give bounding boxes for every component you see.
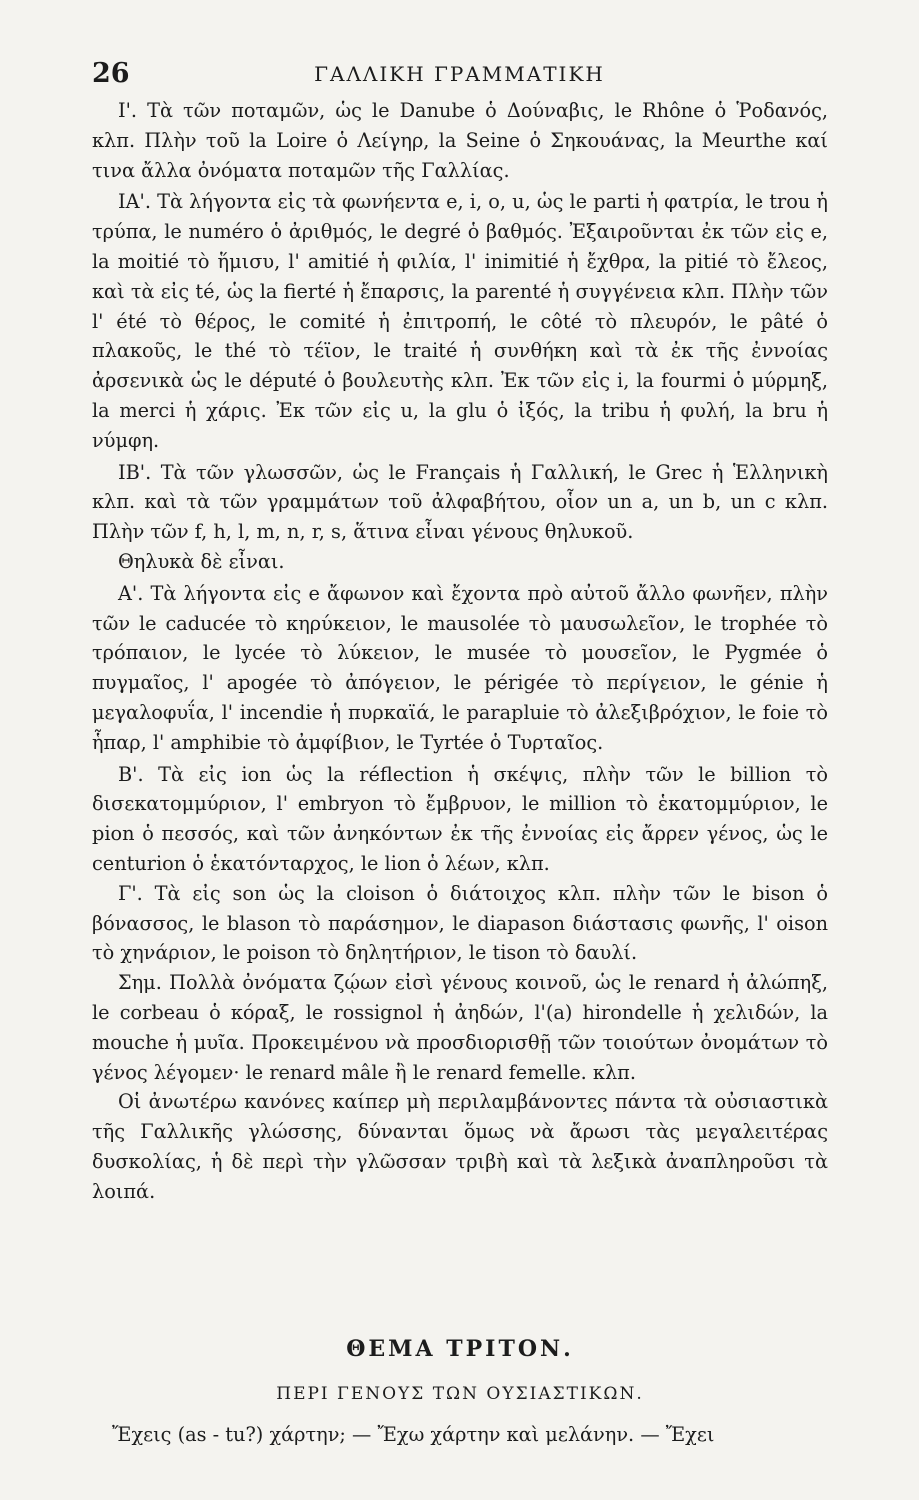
page-header [92, 58, 827, 98]
paragraph-vowel-endings: ΙΑ'. Τὰ λήγοντα εἰς τὰ φωνήεντα e, i, o, u, ὡς le parti ἡ φατρία, le trou ἡ τρύπα, le numéro ὁ ἀριθμός, le degré ὁ βαθμός. Ἐξαιροῦνται ἐκ τῶν εἰς e, la moitié τὸ ἥμισυ, l' amitié ἡ φιλία, l' inimitié ἡ ἔχθρα, la pitié τὸ ἔλεος, καὶ τὰ εἰς té, ὡς la fierté ἡ ἔπαρσις, la parenté ἡ συγγένεια κλπ. Πλὴν τῶν l' été τὸ θέρος, le comité ἡ ἐπιτροπή, le côté τὸ πλευρόν, le pâté ὁ πλακοῦς, le thé τὸ τέϊον, le traité ἡ συνθήκη καὶ τὰ ἐκ τῆς ἐννοίας ἀρσενικὰ ὡς le député ὁ βουλευτὴς κλπ. Ἐκ τῶν εἰς i, la fourmi ὁ μύρμηξ, la merci ἡ χάρις. Ἐκ τῶν εἰς u, la glu ὁ ἰξός, la tribu ἡ φυλή, la bru ἡ νύμφη. [92, 190, 828, 452]
paragraph-conclusion: Οἱ ἀνωτέρω κανόνες καίπερ μὴ περιλαμβάνοντες πάντα τὰ οὐσιαστικὰ τῆς Γαλλικῆς γλώσσης, δύνανται ὅμως νὰ ἄρωσι τὰς μεγαλειτέρας δυσκολίας, ἡ δὲ περὶ τὴν γλῶσσαν τριβὴ καὶ τὰ λεξικὰ ἀναπληροῦσι τὰ λοιπά. [92, 1090, 828, 1203]
body-text [92, 96, 828, 1206]
paragraph-rule-gamma: Γ'. Τὰ εἰς son ὡς la cloison ὁ διάτοιχος κλπ. πλὴν τῶν le bison ὁ βόνασσος, le blason τὸ παράσημον, le diapason διάστασις φωνῆς, l' oison τὸ χηνάριον, le poison τὸ δηλητήριον, le tison τὸ δαυλί. [92, 881, 828, 965]
page-number: 26 [92, 58, 130, 89]
running-head: ΓΑΛΛΙΚΗ ΓΡΑΜΜΑΤΙΚΗ [314, 62, 605, 86]
paragraph-feminine-heading: Θηλυκὰ δὲ εἶναι. [118, 549, 285, 573]
exercise-dialogue: Ἔχεις (as - tu?) χάρτην; — Ἔχω χάρτην καὶ μελάνην. — Ἔχει [112, 1423, 715, 1446]
paragraph-rule-beta: Β'. Τὰ εἰς ion ὡς la réflection ἡ σκέψις, πλὴν τῶν le billion τὸ δισεκατομμύριον, l' embryon τὸ ἔμβρυον, le million τὸ ἑκατομμύριον, le pion ὁ πεσσός, καὶ τῶν ἀνηκόντων ἐκ τῆς ἐννοίας εἰς ἄρρεν γένος, ὡς le centurion ὁ ἑκατόνταρχος, le lion ὁ λέων, κλπ. [92, 762, 828, 875]
paragraph-rule-alpha: Α'. Τὰ λήγοντα εἰς e ἄφωνον καὶ ἔχοντα πρὸ αὐτοῦ ἄλλο φωνῆεν, πλὴν τῶν le caducée τὸ κηρύκειον, le mausolée τὸ μαυσωλεῖον, le trophée τὸ τρόπαιον, le lycée τὸ λύκειον, le musée τὸ μουσεῖον, le Pygmée ὁ πυγμαῖος, l' apogée τὸ ἀπόγειον, le périgée τὸ περίγειον, le génie ἡ μεγαλοφυΐα, l' incendie ἡ πυρκαϊά, le parapluie τὸ ἀλεξιβρόχιον, le foie τὸ ἧπαρ, l' amphibie τὸ ἀμφίβιον, le Tyrtée ὁ Τυρταῖος. [92, 581, 828, 754]
paragraph-note: Σημ. Πολλὰ ὀνόματα ζῴων εἰσὶ γένους κοινοῦ, ὡς le renard ἡ ἀλώπηξ, le corbeau ὁ κόραξ, le rossignol ἡ ἀηδών, l'(a) hirondelle ἡ χελιδών, la mouche ἡ μυῖα. Προκειμένου νὰ προσδιορισθῇ τῶν τοιούτων ὀνομάτων τὸ γένος λέγομεν· le renard mâle ἢ le renard femelle. κλπ. [92, 971, 828, 1084]
section-subtitle: ΠΕΡΙ ΓΕΝΟΥΣ ΤΩΝ ΟΥΣΙΑΣΤΙΚΩΝ. [276, 1384, 644, 1404]
paragraph-languages: ΙΒ'. Τὰ τῶν γλωσσῶν, ὡς le Français ἡ Γαλλική, le Grec ἡ Ἑλληνικὴ κλπ. καὶ τὰ τῶν γραμμάτων τοῦ ἀλφαβήτου, οἷον un a, un b, un c κλπ. Πλὴν τῶν f, h, l, m, n, r, s, ἅτινα εἶναι γένους θηλυκοῦ. [92, 460, 828, 544]
paragraph-rivers: Ι'. Τὰ τῶν ποταμῶν, ὡς le Danube ὁ Δούναβις, le Rhône ὁ Ῥοδανός, κλπ. Πλὴν τοῦ la Loire ὁ Λείγηρ, la Seine ὁ Σηκουάνας, la Meurthe καί τινα ἄλλα ὀνόματα ποταμῶν τῆς Γαλλίας. [92, 99, 828, 182]
section-title: ΘΕΜΑ ΤΡΙΤΟΝ. [346, 1336, 574, 1362]
